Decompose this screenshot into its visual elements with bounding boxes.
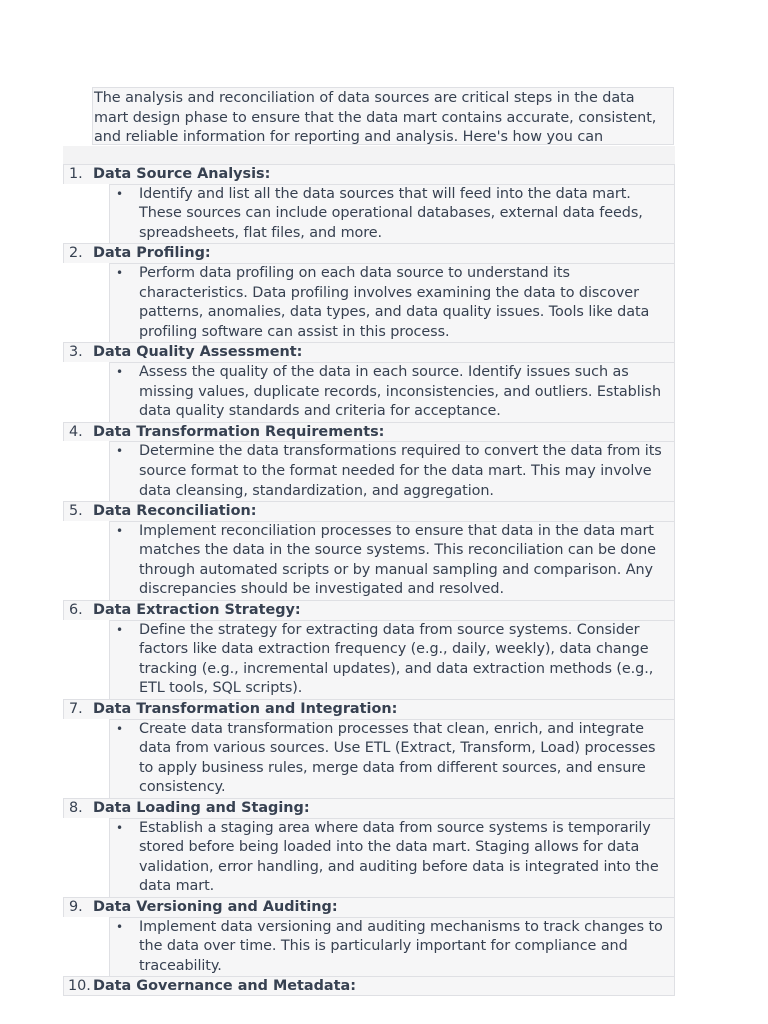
item-title: Data Extraction Strategy: — [93, 602, 301, 619]
item-title: Data Transformation Requirements: — [93, 423, 385, 440]
list-item — [63, 243, 675, 263]
bullet-icon: • — [116, 523, 124, 538]
bullet-item — [109, 521, 675, 600]
item-number: 10. — [68, 978, 91, 995]
item-number: 5. — [69, 503, 83, 520]
bullet-text: Create data transformation processes that clean, enrich, and integrate data from various sources. Use ETL (Extract, Transform, Load) processes to apply business rules, merge data from different sources, and ensure consistency. — [139, 720, 656, 796]
bullet-item — [109, 719, 675, 798]
item-title: Data Quality Assessment: — [93, 344, 303, 361]
bullet-item — [109, 818, 675, 897]
item-title: Data Loading and Staging: — [93, 800, 310, 816]
bullet-icon: • — [116, 265, 124, 280]
item-number: 1. — [69, 166, 83, 182]
list-item — [63, 501, 675, 521]
bullet-item — [109, 917, 675, 977]
spacer-band — [63, 146, 675, 164]
item-number: 2. — [69, 245, 83, 262]
bullet-item — [109, 362, 675, 422]
list-item — [63, 422, 675, 442]
item-title: Data Governance and Metadata: — [93, 978, 356, 995]
bullet-icon: • — [116, 364, 124, 379]
bullet-icon: • — [116, 444, 124, 459]
item-number: 3. — [69, 344, 83, 361]
list-item — [63, 699, 675, 719]
intro-paragraph: The analysis and reconciliation of data sources are critical steps in the data mart design phase to ensure that the data mart contains accurate, consistent, and reliable information for reporting and analysis. Here's how you can — [92, 87, 674, 145]
list-item — [63, 600, 675, 620]
bullet-text: Identify and list all the data sources that will feed into the data mart. These sources can include operational databases, external data feeds, spreadsheets, flat files, and more. — [139, 185, 643, 241]
bullet-text: Define the strategy for extracting data from source systems. Consider factors like data extraction frequency (e.g., daily, weekly), data change tracking (e.g., incremental updates), and data extraction methods (e.g., ETL tools, SQL scripts). — [139, 621, 654, 697]
bullet-text: Implement reconciliation processes to ensure that data in the data mart matches the data in the source systems. This reconciliation can be done through automated scripts or by manual sampling and comparison. Any discrepancies should be investigated and resolved. — [139, 522, 656, 598]
list-item — [63, 342, 675, 362]
list-item — [63, 897, 675, 917]
bullet-item — [109, 184, 675, 244]
bullet-text: Assess the quality of the data in each source. Identify issues such as missing values, duplicate records, inconsistencies, and outliers. Establish data quality standards and criteria for acceptance. — [139, 363, 661, 420]
bullet-item — [109, 441, 675, 501]
bullet-item — [109, 263, 675, 342]
bullet-text: Determine the data transformations required to convert the data from its source format to the format needed for the data mart. This may involve data cleansing, standardization, and aggregation. — [139, 443, 662, 499]
item-title: Data Reconciliation: — [93, 503, 257, 520]
item-number: 4. — [69, 423, 83, 440]
bullet-item — [109, 620, 675, 699]
item-number: 9. — [69, 898, 83, 915]
list-item — [63, 798, 675, 818]
bullet-text: Establish a staging area where data from source systems is temporarily stored before being loaded into the data mart. Staging allows for data validation, error handling, and auditing before data is integrated into the data mart. — [139, 819, 659, 895]
bullet-text: Perform data profiling on each data source to understand its characteristics. Data profiling involves examining the data to discover patterns, anomalies, data types, and data quality issues. Tools like data profiling software can assist in this process. — [139, 264, 650, 340]
list-item — [63, 976, 675, 996]
numbered-list — [63, 164, 675, 996]
item-title: Data Versioning and Auditing: — [93, 898, 338, 915]
bullet-icon: • — [116, 622, 124, 637]
item-title: Data Transformation and Integration: — [93, 701, 398, 718]
item-number: 7. — [69, 701, 83, 718]
item-title: Data Profiling: — [93, 245, 211, 262]
bullet-icon: • — [116, 721, 124, 736]
list-item — [63, 164, 675, 184]
item-number: 8. — [69, 800, 83, 816]
item-number: 6. — [69, 602, 83, 619]
bullet-text: Implement data versioning and auditing mechanisms to track changes to the data over time. This is particularly important for compliance and traceability. — [139, 918, 663, 974]
item-title: Data Source Analysis: — [93, 166, 271, 182]
bullet-icon: • — [116, 820, 124, 835]
bullet-icon: • — [116, 186, 124, 201]
bullet-icon: • — [116, 919, 124, 934]
